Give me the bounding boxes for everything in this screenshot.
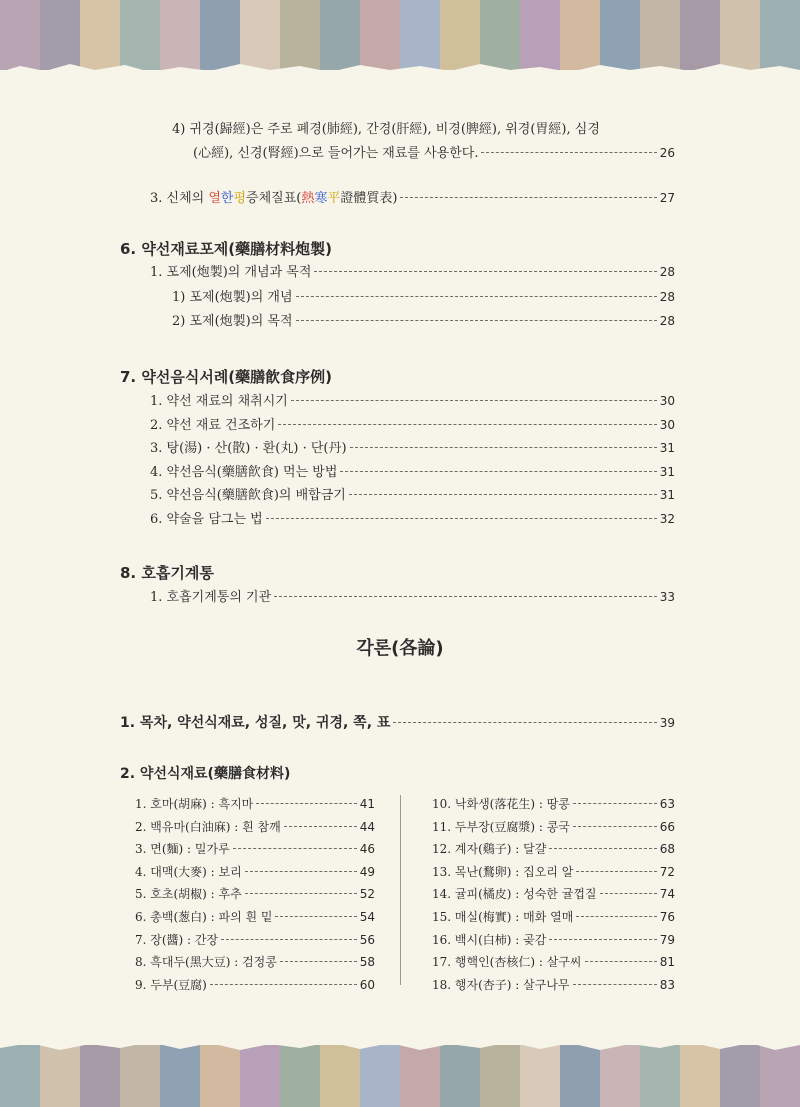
leader-dots — [576, 916, 656, 917]
leader-dots — [340, 471, 656, 472]
leader-dots — [573, 826, 657, 827]
toc-entry[interactable] — [150, 264, 675, 281]
toc-entry[interactable] — [150, 511, 675, 528]
toc-entry[interactable] — [150, 464, 675, 481]
toc-entry[interactable] — [150, 589, 675, 606]
page-number: 28 — [659, 290, 675, 304]
leader-dots — [573, 803, 657, 804]
toc-entry-label: 15. 매실(梅實) : 매화 열매 — [432, 910, 574, 924]
leader-dots — [274, 596, 657, 597]
toc-entry[interactable] — [150, 393, 675, 410]
page-number: 72 — [659, 864, 675, 879]
leader-dots — [210, 984, 357, 985]
toc-entry[interactable] — [432, 819, 675, 835]
leader-dots — [221, 939, 357, 940]
toc-entry-label: 3. 탕(湯) · 산(散) · 환(丸) · 단(丹) — [150, 441, 347, 456]
toc-entry[interactable] — [432, 886, 675, 902]
leader-dots — [256, 803, 356, 804]
leader-dots — [291, 400, 657, 401]
leader-dots — [233, 848, 357, 849]
toc-entry[interactable] — [150, 417, 675, 434]
toc-entry-label: 2. 약선 재료 건조하기 — [150, 417, 276, 433]
toc-entry[interactable] — [432, 864, 675, 880]
page-number: 30 — [659, 394, 675, 408]
toc-entry-label: 18. 행자(杏子) : 살구나무 — [432, 977, 570, 992]
toc-entry[interactable] — [135, 954, 375, 970]
section-7-heading: 7. 약선음식서례(藥膳飮食序例) — [120, 368, 333, 386]
toc-entry[interactable] — [135, 864, 375, 880]
page-number: 83 — [659, 977, 675, 992]
toc-entry-label: 1. 약선 재료의 채취시기 — [150, 394, 288, 409]
toc-entry[interactable] — [432, 932, 675, 948]
part-2-heading: 2. 약선식재료(藥膳食材料) — [120, 766, 291, 782]
page-number: 58 — [359, 955, 375, 970]
toc-entry-label: 1. 호마(胡麻) : 흑지마 — [135, 797, 254, 811]
leader-dots — [573, 984, 657, 985]
page-number: 31 — [659, 441, 675, 455]
toc-entry[interactable] — [150, 487, 675, 504]
leader-dots — [296, 320, 657, 321]
toc-entry[interactable] — [432, 909, 675, 925]
toc-entry[interactable] — [432, 841, 675, 857]
page-number: 30 — [659, 417, 675, 432]
toc-entry-label: 9. 두부(豆腐) — [135, 977, 207, 992]
leader-dots — [275, 916, 356, 917]
page-number: 68 — [659, 842, 675, 857]
item-4-4-line1: 4) 귀경(歸經)은 주로 폐경(肺經), 간경(肝經), 비경(脾經), 위경(胃經), 심경 — [172, 122, 600, 137]
toc-entry[interactable] — [135, 932, 375, 948]
page-number: 31 — [659, 488, 675, 502]
toc-entry-label: 2. 백유마(白油麻) : 흰 참깨 — [135, 819, 281, 834]
page-number: 33 — [659, 590, 675, 604]
toc-entry-label: 5. 약선음식(藥膳飮食)의 배합금기 — [150, 488, 346, 503]
leader-dots — [400, 197, 656, 198]
page-number: 56 — [359, 932, 375, 947]
toc-entry-label: 1) 포제(炮製)의 개념 — [172, 290, 293, 305]
toc-entry-label: 5. 호초(胡椒) : 후추 — [135, 887, 242, 902]
toc-entry-label: 17. 행핵인(杏核仁) : 살구씨 — [432, 955, 582, 970]
page-number: 32 — [659, 511, 675, 526]
toc-entry-label: 6. 약술을 담그는 법 — [150, 511, 263, 527]
section-8-heading: 8. 호흡기계통 — [120, 564, 214, 582]
toc-entry-label: 6. 총백(葱白) : 파의 흰 밑 — [135, 910, 273, 924]
leader-dots — [585, 961, 657, 962]
page-number: 28 — [659, 314, 675, 328]
toc-entry-label: 8. 흑대두(黑大豆) : 검정콩 — [135, 955, 277, 970]
toc-entry[interactable] — [135, 841, 375, 857]
leader-dots — [600, 893, 657, 894]
page-number: 27 — [659, 191, 675, 205]
toc-entry[interactable] — [135, 909, 375, 925]
page-number: 63 — [659, 797, 675, 811]
toc-entry-label: 11. 두부장(豆腐漿) : 콩국 — [432, 819, 570, 834]
page-number: 44 — [359, 819, 375, 834]
page-number: 46 — [359, 842, 375, 857]
toc-entry-label: 16. 백시(白柿) : 곶감 — [432, 932, 547, 947]
page-number: 54 — [359, 910, 375, 924]
toc-entry[interactable] — [432, 977, 675, 993]
page-number: 76 — [659, 910, 675, 924]
page-number: 60 — [359, 977, 375, 992]
leader-dots — [350, 447, 657, 448]
leader-dots — [245, 871, 357, 872]
page-number: 81 — [659, 955, 675, 970]
page-number: 52 — [359, 887, 375, 902]
page-number: 66 — [659, 819, 675, 834]
part-1-item[interactable]: 1. 목차, 약선식재료, 성질, 맛, 귀경, 쪽, 표 39 — [120, 715, 675, 731]
toc-entry[interactable] — [432, 954, 675, 970]
leader-dots — [296, 296, 657, 297]
toc-entry-label: 1. 포제(炮製)의 개념과 목적 — [150, 265, 312, 280]
toc-entry[interactable] — [172, 313, 675, 330]
section-6-heading: 6. 약선재료포제(藥膳材料炮製) — [120, 240, 333, 258]
toc-entry[interactable] — [135, 819, 375, 835]
leader-dots — [266, 518, 657, 519]
page-number: 31 — [659, 464, 675, 479]
leader-dots — [349, 494, 657, 495]
toc-entry-label: 1. 호흡기계통의 기관 — [150, 590, 272, 605]
leader-dots — [393, 722, 656, 723]
leader-dots — [314, 271, 656, 272]
leader-dots — [280, 961, 357, 962]
page-number: 26 — [659, 146, 675, 160]
leader-dots — [284, 826, 357, 827]
page-number: 39 — [659, 716, 675, 730]
toc-entry-label: 4. 대맥(大麥) : 보리 — [135, 864, 242, 879]
page-number: 79 — [659, 932, 675, 947]
part-title: 각론(各論) — [356, 638, 444, 659]
leader-dots — [549, 939, 656, 940]
leader-dots — [245, 893, 357, 894]
toc-entry[interactable] — [135, 886, 375, 902]
toc-entry[interactable] — [135, 977, 375, 993]
toc-entry-label: 3. 면(麵) : 밀가루 — [135, 842, 230, 857]
toc-entry-label: 10. 낙화생(落花生) : 땅콩 — [432, 797, 570, 811]
toc-entry[interactable] — [172, 289, 675, 306]
toc-entry-label: 7. 장(醬) : 간장 — [135, 932, 219, 947]
page-number: 28 — [659, 265, 675, 279]
item-4-3[interactable]: 3. 신체의 열한평증체질표(熱寒平證體質表) 27 — [150, 191, 675, 206]
leader-dots — [278, 424, 656, 425]
leader-dots — [576, 871, 656, 872]
toc-entry[interactable] — [150, 440, 675, 457]
toc-entry[interactable] — [135, 796, 375, 812]
item-4-4-line2[interactable]: (心經), 신경(腎經)으로 들어가는 재료를 사용한다. 26 — [193, 146, 675, 161]
toc-entry-label: 13. 목난(鶩卵) : 집오리 알 — [432, 864, 574, 879]
page-number: 49 — [359, 864, 375, 879]
page-number: 74 — [659, 887, 675, 902]
page-number: 41 — [359, 797, 375, 811]
leader-dots — [481, 152, 656, 153]
toc-entry-label: 12. 계자(鷄子) : 달걀 — [432, 842, 547, 857]
toc-entry-label: 14. 귤피(橘皮) : 성숙한 귤껍질 — [432, 887, 597, 902]
column-divider — [400, 795, 401, 985]
toc-entry-label: 4. 약선음식(藥膳飮食) 먹는 방법 — [150, 464, 338, 480]
leader-dots — [549, 848, 656, 849]
toc-entry[interactable] — [432, 796, 675, 812]
toc-entry-label: 2) 포제(炮製)의 목적 — [172, 314, 293, 329]
